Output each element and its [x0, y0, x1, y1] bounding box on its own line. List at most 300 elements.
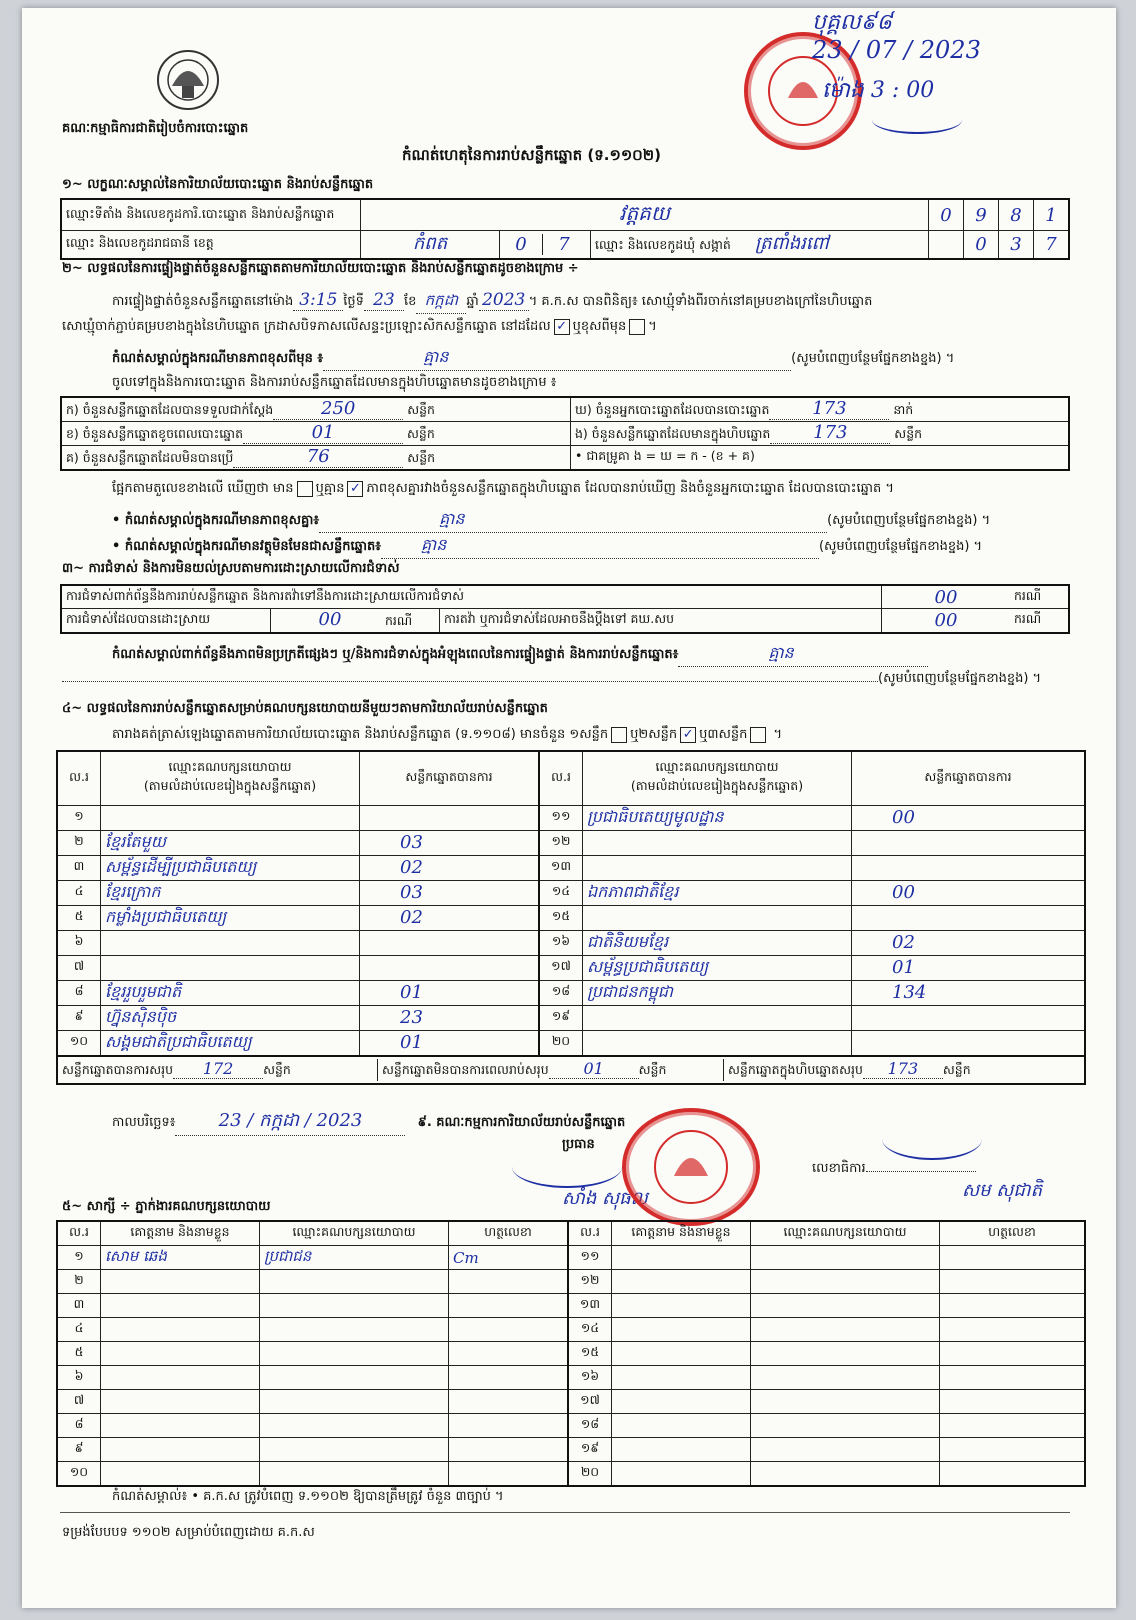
period: ។ — [648, 319, 657, 334]
form-title: កំណត់ហេតុនៃការរាប់សន្លឹកឆ្នោត (ទ.១១០២) — [402, 146, 662, 164]
unit: សន្លឹក — [263, 1061, 291, 1077]
ballot-box-total-label: សន្លឹកឆ្នោតក្នុងហិបឆ្នោតសរុប — [728, 1061, 863, 1077]
in-box-value: 173 — [770, 422, 890, 444]
unit: នាក់ — [893, 402, 914, 417]
year-label: ឆ្នាំ — [466, 294, 479, 309]
party-name: ជាតិនិយមខ្មែរ — [583, 930, 852, 955]
irregularity-note-value: គ្មាន — [678, 642, 928, 667]
witness-no: ៨ — [57, 1414, 101, 1438]
witness-party — [260, 1390, 449, 1414]
unused-value: 76 — [233, 446, 403, 468]
table-row — [57, 1005, 1085, 1030]
party-name: ប្រជាធិបតេយ្យមូលដ្ឋាន — [583, 805, 852, 830]
no-difference-checkbox[interactable]: ✓ — [347, 481, 363, 497]
witness-signature — [449, 1366, 569, 1390]
witness-no: ១៦ — [568, 1366, 612, 1390]
witness-no: ៤ — [57, 1318, 101, 1342]
witness-no: ១៥ — [568, 1342, 612, 1366]
empty-cell — [929, 231, 964, 260]
party-name — [583, 905, 852, 930]
party-votes: 01 — [360, 980, 540, 1005]
party-votes — [852, 1030, 1086, 1056]
witness-signature — [449, 1438, 569, 1462]
witness-name — [101, 1318, 260, 1342]
irregularity-note-line — [112, 642, 1072, 667]
received-value: 250 — [273, 398, 403, 420]
committee-label: ៩. គណៈកម្មការការិយាល័យរាប់សន្លឹកឆ្នោត — [417, 1115, 626, 1130]
verification-day: 23 — [364, 290, 404, 311]
verification-month: កក្កដា — [416, 291, 466, 314]
party-no: ៥ — [57, 905, 101, 930]
in-box-label: ង) ចំនួនសន្លឹកឆ្នោតដែលមានក្នុងហិបឆ្នោត — [575, 426, 771, 441]
election-form-sheet — [22, 8, 1116, 1608]
party-name: សម្ព័ន្ធប្រជាធិបតេយ្យ — [583, 955, 852, 980]
party-name: ហ្វ៊ុនស៊ិនប៉ិច — [101, 1005, 360, 1030]
witness-signature — [449, 1270, 569, 1294]
footer-form: ទម្រង់បែបបទ ១១០២ សម្រាប់បំពេញដោយ គ.ក.ស — [62, 1525, 315, 1540]
witness-name — [101, 1366, 260, 1390]
party-votes — [852, 855, 1086, 880]
changed-label: ឬខុសពីមុន — [572, 319, 627, 334]
party-name: សង្គមជាតិប្រជាធិបតេយ្យ — [101, 1030, 360, 1056]
party-no: ២០ — [539, 1030, 583, 1056]
witness-no: ១ — [57, 1246, 101, 1270]
col-no: ល.រ — [539, 751, 583, 805]
party-name: ខ្មែរតែមួយ — [101, 830, 360, 855]
witness-no: ៦ — [57, 1366, 101, 1390]
appeal-label: ការតវ៉ា ឬការជំទាស់ដែលអាចនឹងប្តឹងទៅ គឃ.សប — [440, 609, 882, 634]
location-label: ឈ្មោះទីតាំង និងលេខកូដការិ.បោះឆ្នោត និងរាប់សន្លឹកឆ្នោត — [61, 199, 361, 231]
witness-party — [260, 1462, 449, 1487]
verification-time: 3:15 — [293, 290, 343, 311]
witness-signature — [940, 1366, 1086, 1390]
witness-name — [612, 1366, 751, 1390]
party-votes: 03 — [360, 880, 540, 905]
complaints-label: ការជំទាស់ពាក់ព័ន្ធនឹងការរាប់សន្លឹកឆ្នោត និងការតវ៉ាទៅនឹងការដោះស្រាយលើការជំទាស់ — [61, 585, 882, 609]
date-label: កាលបរិច្ឆេទ៖ — [112, 1115, 176, 1130]
table-row — [57, 1246, 1085, 1270]
party-no: ៩ — [57, 1005, 101, 1030]
party-no: ១២ — [539, 830, 583, 855]
witness-name — [612, 1318, 751, 1342]
witness-no: ៧ — [57, 1390, 101, 1414]
table-row — [57, 1366, 1085, 1390]
chair-signature — [512, 1146, 622, 1188]
witness-signature — [449, 1414, 569, 1438]
received-row — [61, 397, 571, 422]
table-row — [57, 855, 1085, 880]
discrepancy-line — [112, 480, 894, 499]
witness-party — [751, 1366, 940, 1390]
unused-row — [61, 446, 571, 471]
table-row — [57, 905, 1085, 930]
invalid-total — [378, 1059, 724, 1081]
party-votes: 00 — [852, 880, 1086, 905]
unit: សន្លឹក — [638, 1061, 667, 1077]
party-name — [583, 830, 852, 855]
party-name — [583, 855, 852, 880]
witness-no: ១៤ — [568, 1318, 612, 1342]
table-row — [57, 1390, 1085, 1414]
table-row — [57, 980, 1085, 1005]
party-name: កម្លាំងប្រជាធិបតេយ្យ — [101, 905, 360, 930]
verification-text: ។ គ.ក.ស បានពិនិត្យ៖ សោឃ្មុំទាំងពីរចាក់នៅគម្របខាងក្រៅនៃហិបឆ្នោត — [528, 294, 873, 309]
col-name: គោត្តនាម និងនាមខ្លួន — [101, 1221, 260, 1246]
unchanged-checkbox[interactable]: ✓ — [554, 319, 570, 335]
col-sign: ហត្ថលេខា — [449, 1221, 569, 1246]
col-party: ឈ្មោះគណបក្សនយោបាយ — [260, 1221, 449, 1246]
witness-party — [751, 1414, 940, 1438]
spoiled-row — [61, 422, 571, 446]
secretary-signature — [882, 1118, 982, 1160]
witness-party — [751, 1318, 940, 1342]
irregularity-hint-line — [62, 670, 1041, 689]
secretary-label: លេខាធិការ — [812, 1161, 866, 1176]
table-row — [57, 830, 1085, 855]
two-sheets-checkbox[interactable]: ✓ — [680, 727, 696, 743]
unit: សន្លឹក — [407, 450, 436, 465]
witness-no: ១៧ — [568, 1390, 612, 1414]
day-label: ថ្ងៃទី — [343, 294, 364, 309]
witness-party — [751, 1246, 940, 1270]
ballot-box-total-value: 173 — [863, 1059, 943, 1079]
has-difference-checkbox[interactable] — [297, 481, 313, 497]
party-name — [101, 930, 360, 955]
witness-party — [260, 1318, 449, 1342]
party-no: ១៩ — [539, 1005, 583, 1030]
witness-signature — [940, 1414, 1086, 1438]
col-votes: សន្លឹកឆ្នោតបានការ — [852, 751, 1086, 805]
valid-total-value: 172 — [173, 1059, 263, 1079]
voters-label: ឃ) ចំនួនអ្នកបោះឆ្នោតដែលបានបោះឆ្នោត — [575, 402, 770, 417]
witness-name: សោម ឆេង — [101, 1246, 260, 1270]
witness-signature — [940, 1246, 1086, 1270]
witness-party — [751, 1270, 940, 1294]
party-name: សម្ព័ន្ធដើម្បីប្រជាធិបតេយ្យ — [101, 855, 360, 880]
party-no: ៣ — [57, 855, 101, 880]
has-label: ផ្អែកតាមតួលេខខាងលើ ឃើញថា មាន — [112, 481, 294, 496]
three-sheets-checkbox[interactable] — [750, 727, 766, 743]
party-no: ១៣ — [539, 855, 583, 880]
commune-code-digit: 7 — [1034, 231, 1070, 260]
discrepancy-note-line — [112, 508, 990, 533]
party-votes — [360, 930, 540, 955]
unit: សន្លឹក — [407, 426, 435, 441]
witness-name — [101, 1462, 260, 1487]
seal-check-text: សោឃ្មុំចាក់ភ្ជាប់គម្របខាងក្នុងនៃហិបឆ្នោត ក្រដាសបិទភាសលើសន្ទះប្រឡោះសិកសន្លឹកឆ្នោត នៅដដែល — [62, 319, 551, 334]
party-name — [101, 805, 360, 830]
section4-heading: ៤~ លទ្ធផលនៃការរាប់សន្លឹកឆ្នោតសម្រាប់គណបក្សនយោបាយនីមួយៗតាមការិយាល័យរាប់សន្លឹកឆ្នោត — [62, 701, 548, 716]
witness-no: ១៩ — [568, 1438, 612, 1462]
party-name — [583, 1005, 852, 1030]
witness-party — [751, 1438, 940, 1462]
witness-party — [260, 1294, 449, 1318]
verification-line2 — [62, 318, 657, 337]
party-results-table — [56, 750, 1086, 1085]
location-code-digit: 0 — [929, 199, 964, 231]
invalid-total-label: សន្លឹកឆ្នោតមិនបានការពេលរាប់សរុប — [382, 1061, 549, 1077]
party-votes: 23 — [360, 1005, 540, 1030]
party-votes: 00 — [852, 805, 1086, 830]
unused-label: គ) ចំនួនសន្លឹកឆ្នោតដែលមិនបានប្រើ — [66, 450, 234, 465]
party-no: ១៧ — [539, 955, 583, 980]
unit: សន្លឹក — [894, 426, 923, 441]
table-row — [57, 930, 1085, 955]
witness-party — [260, 1438, 449, 1462]
location-code-digit: 8 — [999, 199, 1034, 231]
formula: • ជាគម្រូគា ង = ឃ = ក - (ខ + គ) — [571, 446, 1070, 471]
witness-name — [101, 1342, 260, 1366]
witness-signature — [940, 1318, 1086, 1342]
witness-party: ប្រជាជន — [260, 1246, 449, 1270]
table-row — [57, 1438, 1085, 1462]
invalid-total-value: 01 — [549, 1059, 639, 1079]
witness-no: ១២ — [568, 1270, 612, 1294]
dotted-line — [62, 681, 878, 682]
party-name: ខ្មែរក្រោក — [101, 880, 360, 905]
resolved-value: 00 — [318, 609, 342, 630]
witness-name — [612, 1462, 751, 1487]
party-no: ១ — [57, 805, 101, 830]
witness-no: ៥ — [57, 1342, 101, 1366]
party-no: ៧ — [57, 955, 101, 980]
party-no: ៨ — [57, 980, 101, 1005]
witness-no: ១៨ — [568, 1414, 612, 1438]
chair-name: សាំង សុផល — [562, 1188, 648, 1209]
party-no: ១៦ — [539, 930, 583, 955]
month-label: ខែ — [403, 294, 417, 309]
dotted-line — [866, 1171, 976, 1172]
totals-row — [57, 1056, 1085, 1084]
witness-signature — [940, 1462, 1086, 1487]
unit: ករណី — [385, 613, 413, 628]
witness-name — [101, 1270, 260, 1294]
verification-time-label: ការផ្ទៀងផ្ទាត់ចំនួនសន្លឹកឆ្នោតនៅម៉ោង — [112, 294, 294, 309]
witness-name — [612, 1294, 751, 1318]
chair-label: ប្រធាន — [562, 1137, 595, 1152]
hint: (សូមបំពេញបន្ថែមផ្នែកខាងខ្នង) ។ — [818, 539, 983, 554]
province-code — [500, 231, 591, 260]
date-line — [112, 1108, 625, 1136]
appeal-value: 00 — [882, 609, 1011, 634]
party-votes: 01 — [852, 955, 1086, 980]
section3-heading: ៣~ ការជំទាស់ និងការមិនយល់ស្របតាមការដោះស្រាយលើការជំទាស់ — [62, 561, 400, 576]
witness-name — [612, 1246, 751, 1270]
unit: ករណី — [1010, 585, 1069, 609]
col-party-title: ឈ្មោះគណបក្សនយោបាយ — [655, 759, 779, 775]
witness-signature — [940, 1294, 1086, 1318]
witness-party — [260, 1414, 449, 1438]
received-label: ក) ចំនួនសន្លឹកឆ្នោតដែលបានទទួលជាក់ស្តែង — [66, 402, 274, 417]
witness-no: ១៣ — [568, 1294, 612, 1318]
hint: (សូមបំពេញបន្ថែមផ្នែកខាងខ្នង) ។ — [827, 513, 991, 528]
verification-year: 2023 — [479, 290, 529, 311]
col-sign: ហត្ថលេខា — [940, 1221, 1086, 1246]
unit: សន្លឹក — [407, 402, 435, 417]
location-table — [60, 198, 1070, 260]
party-name — [101, 955, 360, 980]
witness-signature — [940, 1438, 1086, 1462]
changed-checkbox[interactable] — [629, 319, 645, 335]
difference-note-hint: (សូមបំពេញបន្ថែមផ្នែកខាងខ្នង) ។ — [791, 351, 955, 366]
party-votes: 02 — [852, 930, 1086, 955]
result-sheets-line: តារាងគត់ត្រាស់ឡេងឆ្នោតតាមការិយាល័យបោះឆ្នោត និងរាប់សន្លឹកឆ្នោត (ទ.១១០៨) មានចំនួន ១សន្លឹក ឬ២សន្លឹក ✓ ឬ៣សន្លឹក ។ — [112, 726, 783, 742]
witness-name — [612, 1270, 751, 1294]
witness-signature — [449, 1462, 569, 1487]
witness-no: ៣ — [57, 1294, 101, 1318]
valid-total-label: សន្លឹកឆ្នោតបានការសរុប — [62, 1061, 174, 1077]
col-party-subtitle: (តាមលំដាប់លេខរៀងក្នុងសន្លឹកឆ្នោត) — [143, 778, 317, 794]
party-no: ១៤ — [539, 880, 583, 905]
voters-row — [571, 397, 1070, 422]
witness-no: ២ — [57, 1270, 101, 1294]
stamp-signature — [872, 106, 962, 134]
witness-no: ១០ — [57, 1462, 101, 1487]
commune-value: ត្រពាំងរពៅ — [754, 233, 829, 254]
location-code-digit: 1 — [1034, 199, 1070, 231]
ballot-count-table — [60, 396, 1070, 471]
valid-total — [58, 1059, 378, 1081]
col-no: ល.រ — [57, 1221, 101, 1246]
witness-name — [101, 1294, 260, 1318]
table-row — [57, 1462, 1085, 1487]
province-value: កំពត — [361, 231, 500, 260]
foreign-object-note-line — [112, 534, 982, 559]
col-name: គោត្តនាម និងនាមខ្លួន — [612, 1221, 751, 1246]
party-votes — [360, 805, 540, 830]
province-code-digit: 7 — [558, 234, 570, 255]
section2-heading: ២~ លទ្ធផលនៃការផ្ទៀងផ្ទាត់ចំនួនសន្លឹកឆ្នោតតាមការិយាល័យបោះឆ្នោត និងរាប់សន្លឹកឆ្នោតដូចខាងក្រោម ÷ — [62, 261, 579, 276]
stamp-date: 23 / 07 / 2023 — [812, 36, 981, 64]
one-sheet-checkbox[interactable] — [611, 727, 627, 743]
table-row — [57, 1294, 1085, 1318]
witness-name — [612, 1390, 751, 1414]
province-label: ឈ្មោះ និងលេខកូដរាជធានី ខេត្ត — [61, 231, 361, 260]
commune-cell — [591, 231, 929, 260]
witness-party — [260, 1270, 449, 1294]
witness-signature — [940, 1270, 1086, 1294]
witness-signature — [940, 1342, 1086, 1366]
party-votes: 02 — [360, 905, 540, 930]
col-party — [101, 751, 360, 805]
party-name: ឯកភាពជាតិខ្មែរ — [583, 880, 852, 905]
difference-note-label: កំណត់សម្គាល់ក្នុងករណីមានភាពខុសពីមុន ៖ — [112, 351, 324, 366]
footer-rule — [60, 1512, 1070, 1513]
table-row — [57, 1342, 1085, 1366]
table-row — [57, 1030, 1085, 1056]
party-votes: 03 — [360, 830, 540, 855]
col-votes: សន្លឹកឆ្នោតបានការ — [360, 751, 540, 805]
discrepancy-text: ភាពខុសគ្នារវាងចំនួនសន្លឹកឆ្នោតក្នុងហិបឆ្នោត ដែលបានរាប់ឃើញ និងចំនួនអ្នកបោះឆ្នោត ដែលបានបោះឆ្នោត ។ — [366, 481, 894, 496]
party-votes: 02 — [360, 855, 540, 880]
witness-name — [101, 1438, 260, 1462]
party-no: ១៥ — [539, 905, 583, 930]
party-votes — [360, 955, 540, 980]
resolved-label: ការជំទាស់ដែលបានដោះស្រាយ — [61, 609, 271, 634]
witness-signature — [449, 1294, 569, 1318]
sheets-label: តារាងគត់ត្រាស់ឡេងឆ្នោតតាមការិយាល័យបោះឆ្នោត និងរាប់សន្លឹកឆ្នោត (ទ.១១០៨) មានចំនួន ១សន្លឹក — [112, 727, 609, 742]
col-no: ល.រ — [57, 751, 101, 805]
witness-party — [260, 1342, 449, 1366]
difference-note-value: គ្មាន — [323, 346, 791, 371]
stamp-time: ម៉ោង 3 : 00 — [822, 78, 935, 103]
province-code-digit: 0 — [500, 234, 543, 255]
witness-signature — [449, 1342, 569, 1366]
section5-heading: ៥~ សាក្សី ÷ ភ្នាក់ងារគណបក្សនយោបាយ — [62, 1199, 271, 1214]
witness-table — [56, 1220, 1086, 1487]
party-votes — [852, 1005, 1086, 1030]
witness-name — [101, 1390, 260, 1414]
resolved-cell — [271, 609, 440, 634]
party-no: ២ — [57, 830, 101, 855]
discrepancy-note-value: គ្មាន — [319, 508, 827, 533]
foreign-object-note-label: • កំណត់សម្គាល់ក្នុងករណីមានវត្ថុមិនមែនជាសន្លឹកឆ្នោត៖ — [112, 539, 381, 554]
discrepancy-note-label: • កំណត់សម្គាល់ក្នុងករណីមានភាពខុសគ្នា៖ — [112, 513, 320, 528]
witness-no: ៩ — [57, 1438, 101, 1462]
spoiled-label: ខ) ចំនួនសន្លឹកឆ្នោតខូចពេលបោះឆ្នោត — [66, 426, 244, 441]
witness-party — [751, 1462, 940, 1487]
party-no: ៦ — [57, 930, 101, 955]
witness-name — [101, 1414, 260, 1438]
witness-name — [612, 1342, 751, 1366]
two-sheets-label: ឬ២សន្លឹក — [630, 727, 678, 742]
witness-signature: Cm — [449, 1246, 569, 1270]
date-value: 23 / កក្កដា / 2023 — [175, 1108, 405, 1136]
none-label: ឬគ្មាន — [315, 481, 345, 496]
table-row — [57, 1414, 1085, 1438]
commune-code-digit: 0 — [964, 231, 999, 260]
committee-name: គណៈកម្មាធិការជាតិរៀបចំការបោះឆ្នោត — [62, 121, 249, 136]
unit: សន្លឹក — [942, 1061, 971, 1077]
witness-name — [612, 1438, 751, 1462]
col-party-subtitle: (តាមលំដាប់លេខរៀងក្នុងសន្លឹកឆ្នោត) — [630, 778, 804, 794]
party-name — [583, 1030, 852, 1056]
witness-no: ១១ — [568, 1246, 612, 1270]
voters-value: 173 — [769, 398, 889, 420]
location-code-digit: 9 — [964, 199, 999, 231]
unit: ករណី — [1010, 609, 1069, 634]
witness-signature — [449, 1318, 569, 1342]
spoiled-value: 01 — [243, 422, 403, 444]
footer-note: កំណត់សម្គាល់៖ • គ.ក.ស ត្រូវបំពេញ ទ.១១០២ ឱ្យបានត្រឹមត្រូវ ចំនួន ៣ច្បាប់ ។ — [112, 1489, 504, 1504]
location-value: វត្តគយ — [361, 199, 929, 231]
party-votes — [852, 905, 1086, 930]
hint: (សូមបំពេញបន្ថែមផ្នែកខាងខ្នង) ។ — [878, 671, 1042, 686]
witness-signature — [940, 1390, 1086, 1414]
foreign-object-note-value: គ្មាន — [381, 534, 819, 559]
party-no: ១១ — [539, 805, 583, 830]
secretary-name: សម សុជាតិ — [962, 1180, 1042, 1201]
witness-party — [751, 1342, 940, 1366]
table-row — [57, 1318, 1085, 1342]
stamp-code: បុគ្គល៩៨ — [812, 10, 893, 35]
table-row — [57, 805, 1085, 830]
irregularity-note-label: កំណត់សម្គាល់ពាក់ព័ន្ធនឹងភាពមិនប្រក្រតីផ្សេងៗ ឬ/និងការជំទាស់ក្នុងអំឡុងពេលនៃការផ្ទៀងផ្ទាត់ និងការរាប់សន្លឹកឆ្នោត៖ — [112, 647, 679, 662]
party-votes — [852, 830, 1086, 855]
party-votes: 01 — [360, 1030, 540, 1056]
in-box-row — [571, 422, 1070, 446]
col-party — [583, 751, 852, 805]
verification-line1 — [112, 290, 1072, 314]
ballot-box-total — [724, 1059, 971, 1081]
three-sheets-label: ឬ៣សន្លឹក — [699, 727, 748, 742]
table-row — [57, 880, 1085, 905]
witness-name — [612, 1414, 751, 1438]
witness-party — [751, 1294, 940, 1318]
commune-label: ឈ្មោះ និងលេខកូដឃុំ សង្កាត់ — [595, 237, 731, 252]
official-stamp-bottom — [622, 1108, 760, 1226]
witness-signature — [449, 1390, 569, 1414]
